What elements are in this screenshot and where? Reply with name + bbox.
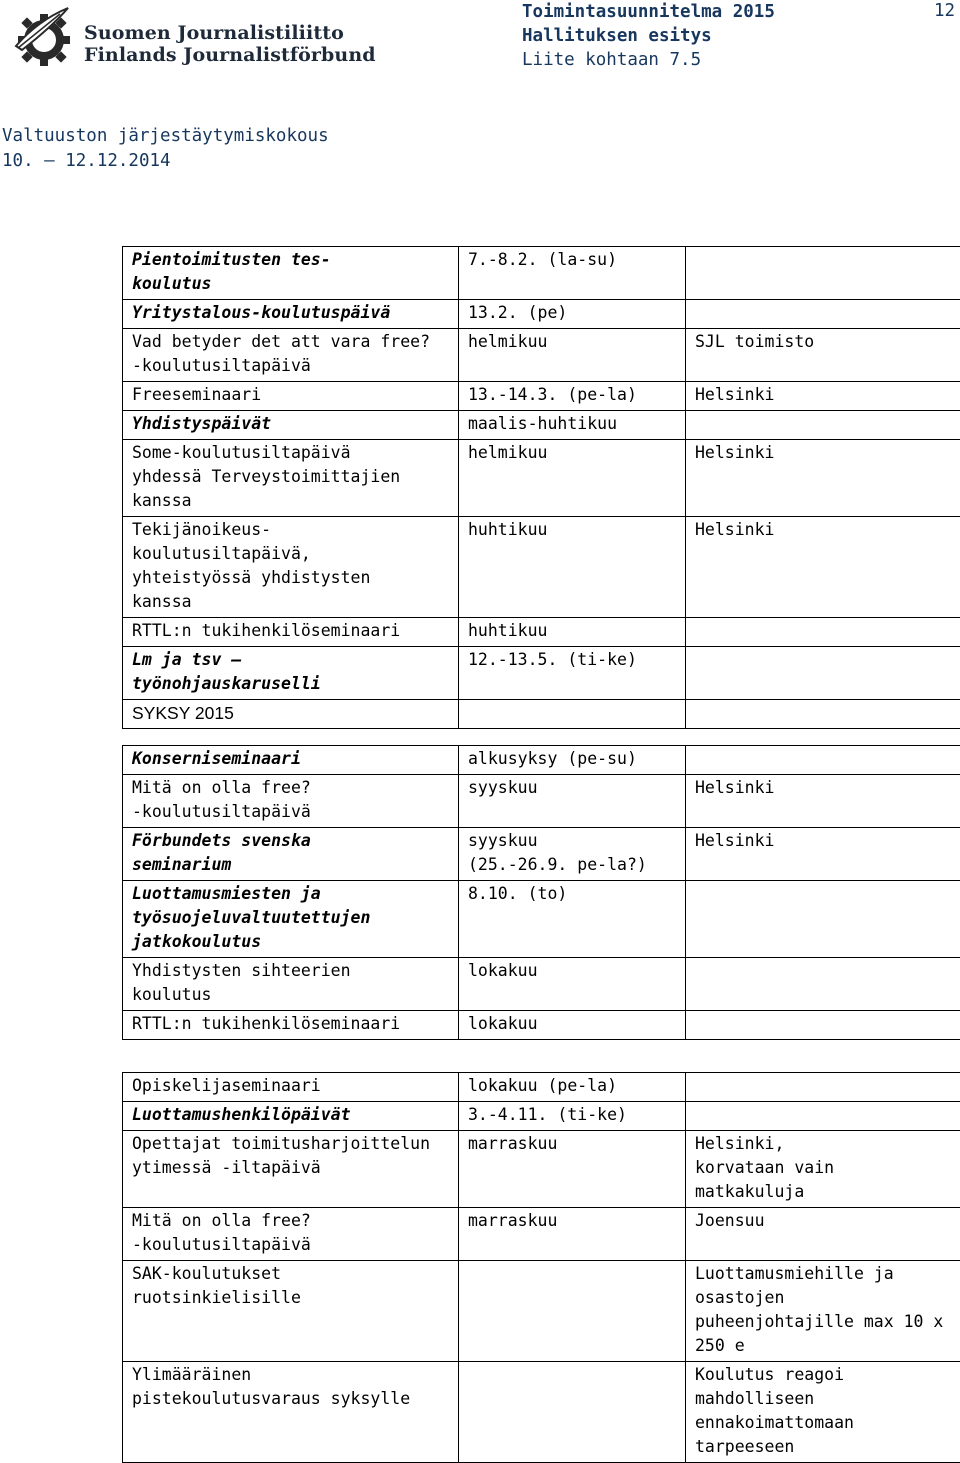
date-text: 13.-14.3. (pe-la)	[468, 383, 677, 407]
place-text: Helsinki,	[695, 1132, 960, 1156]
place-text: puheenjohtajille max 10 x	[695, 1310, 960, 1334]
date-text: (25.-26.9. pe-la?)	[468, 853, 677, 877]
event-cell	[123, 411, 459, 440]
table-row	[123, 1261, 960, 1362]
event-cell	[123, 881, 459, 958]
place-text: ennakoimattomaan	[695, 1411, 960, 1435]
event-cell	[123, 329, 459, 382]
logo-line-swedish: Finlands Journalistförbund	[84, 44, 376, 66]
place-cell	[686, 517, 960, 618]
place-text: Helsinki	[695, 383, 960, 407]
event-text: kanssa	[132, 590, 450, 614]
event-text: Opiskelijaseminaari	[132, 1074, 450, 1098]
date-text: huhtikuu	[468, 619, 677, 643]
date-text: alkusyksy (pe-su)	[468, 747, 677, 771]
journalist-union-logo-icon	[10, 6, 74, 68]
date-cell	[459, 411, 686, 440]
table-row	[123, 700, 960, 729]
date-cell	[459, 247, 686, 300]
date-text: helmikuu	[468, 441, 677, 465]
date-cell	[459, 329, 686, 382]
place-text: tarpeeseen	[695, 1435, 960, 1459]
event-cell	[123, 382, 459, 411]
table-row	[123, 1011, 960, 1040]
table-row	[123, 828, 960, 881]
date-cell	[459, 700, 686, 729]
place-text: matkakuluja	[695, 1180, 960, 1204]
event-text: Some-koulutusiltapäivä	[132, 441, 450, 465]
place-cell	[686, 1131, 960, 1208]
table-row	[123, 1208, 960, 1261]
place-text: Helsinki	[695, 518, 960, 542]
event-cell	[123, 700, 459, 729]
date-text: lokakuu	[468, 959, 677, 983]
event-text: RTTL:n tukihenkilöseminaari	[132, 619, 450, 643]
table-row	[123, 775, 960, 828]
meeting-date: 10. – 12.12.2014	[2, 149, 329, 174]
event-text: Opettajat toimitusharjoittelun	[132, 1132, 450, 1156]
event-text: Lm ja tsv –	[132, 648, 450, 672]
place-cell	[686, 1362, 960, 1463]
event-cell	[123, 828, 459, 881]
document-subtitle: Hallituksen esitys	[522, 24, 942, 48]
event-text: työnohjauskaruselli	[132, 672, 450, 696]
place-cell	[686, 440, 960, 517]
date-text: syyskuu	[468, 776, 677, 800]
event-text: Yritystalous-koulutuspäivä	[132, 301, 450, 325]
place-cell	[686, 329, 960, 382]
event-text: kanssa	[132, 489, 450, 513]
event-cell	[123, 775, 459, 828]
event-text: Förbundets svenska	[132, 829, 450, 853]
event-cell	[123, 517, 459, 618]
place-cell	[686, 411, 960, 440]
date-cell	[459, 828, 686, 881]
place-text: osastojen	[695, 1286, 960, 1310]
event-cell	[123, 618, 459, 647]
table-row	[123, 958, 960, 1011]
date-cell	[459, 382, 686, 411]
date-cell	[459, 1261, 686, 1362]
table-row	[123, 618, 960, 647]
event-text: yhdessä Terveystoimittajien	[132, 465, 450, 489]
event-cell	[123, 1131, 459, 1208]
event-cell	[123, 1261, 459, 1362]
date-cell	[459, 618, 686, 647]
date-text: marraskuu	[468, 1209, 677, 1233]
document-title: Toimintasuunnitelma 2015	[522, 0, 942, 24]
table-row	[123, 411, 960, 440]
event-text: Ylimääräinen	[132, 1363, 450, 1387]
date-cell	[459, 746, 686, 775]
schedule-table-late-autumn	[122, 1072, 960, 1463]
event-cell	[123, 247, 459, 300]
place-cell	[686, 828, 960, 881]
schedule-table-autumn	[122, 745, 960, 1040]
event-cell	[123, 440, 459, 517]
table-row	[123, 881, 960, 958]
date-cell	[459, 300, 686, 329]
place-text: Joensuu	[695, 1209, 960, 1233]
event-cell	[123, 1208, 459, 1261]
place-cell	[686, 247, 960, 300]
place-cell	[686, 1011, 960, 1040]
event-text: Mitä on olla free?	[132, 1209, 450, 1233]
date-cell	[459, 440, 686, 517]
table-row	[123, 247, 960, 300]
place-text: Helsinki	[695, 441, 960, 465]
event-text: Tekijänoikeus-	[132, 518, 450, 542]
event-cell	[123, 958, 459, 1011]
event-text: pistekoulutusvaraus syksylle	[132, 1387, 450, 1411]
table-row	[123, 440, 960, 517]
place-text: SJL toimisto	[695, 330, 960, 354]
date-cell	[459, 647, 686, 700]
date-text: huhtikuu	[468, 518, 677, 542]
table-row	[123, 1362, 960, 1463]
event-text: yhteistyössä yhdistysten	[132, 566, 450, 590]
event-text: koulutus	[132, 983, 450, 1007]
date-cell	[459, 958, 686, 1011]
place-cell	[686, 382, 960, 411]
table-row	[123, 1073, 960, 1102]
logo-wordmark	[84, 22, 376, 66]
table-row	[123, 1131, 960, 1208]
place-cell	[686, 700, 960, 729]
place-cell	[686, 647, 960, 700]
event-text: -koulutusiltapäivä	[132, 354, 450, 378]
logo-line-finnish: Suomen Journalistiliitto	[84, 22, 376, 44]
date-cell	[459, 1011, 686, 1040]
date-cell	[459, 1073, 686, 1102]
event-text: ruotsinkielisille	[132, 1286, 450, 1310]
event-text: koulutusiltapäivä,	[132, 542, 450, 566]
event-text: Konserniseminaari	[132, 747, 450, 771]
place-text: korvataan vain	[695, 1156, 960, 1180]
place-text: Helsinki	[695, 829, 960, 853]
event-text: Luottamushenkilöpäivät	[132, 1103, 450, 1127]
date-text: syyskuu	[468, 829, 677, 853]
event-cell	[123, 647, 459, 700]
event-text: seminarium	[132, 853, 450, 877]
place-cell	[686, 618, 960, 647]
event-cell	[123, 1011, 459, 1040]
schedule-table-spring	[122, 246, 960, 729]
event-cell	[123, 1102, 459, 1131]
date-cell	[459, 1131, 686, 1208]
table-row	[123, 647, 960, 700]
event-text: Yhdistyspäivät	[132, 412, 450, 436]
event-text: Luottamusmiesten ja	[132, 882, 450, 906]
document-header	[522, 0, 942, 72]
place-text: mahdolliseen	[695, 1387, 960, 1411]
event-cell	[123, 300, 459, 329]
event-text: Freeseminaari	[132, 383, 450, 407]
event-cell	[123, 746, 459, 775]
event-text: työsuojeluvaltuutettujen	[132, 906, 450, 930]
place-cell	[686, 300, 960, 329]
event-text: -koulutusiltapäivä	[132, 1233, 450, 1257]
table-row	[123, 517, 960, 618]
event-text: Yhdistysten sihteerien	[132, 959, 450, 983]
page-number: 12	[934, 0, 955, 22]
event-text: jatkokoulutus	[132, 930, 450, 954]
date-cell	[459, 1208, 686, 1261]
table-row	[123, 382, 960, 411]
date-text: 13.2. (pe)	[468, 301, 677, 325]
table-row	[123, 329, 960, 382]
date-cell	[459, 517, 686, 618]
event-text: Mitä on olla free?	[132, 776, 450, 800]
date-text: 8.10. (to)	[468, 882, 677, 906]
event-text: SYKSY 2015	[132, 701, 450, 725]
date-text: lokakuu (pe-la)	[468, 1074, 677, 1098]
organization-logo	[10, 6, 310, 70]
date-text: 12.-13.5. (ti-ke)	[468, 648, 677, 672]
table-row	[123, 746, 960, 775]
date-text: marraskuu	[468, 1132, 677, 1156]
date-text: maalis-huhtikuu	[468, 412, 677, 436]
place-cell	[686, 1261, 960, 1362]
date-cell	[459, 881, 686, 958]
meeting-name: Valtuuston järjestäytymiskokous	[2, 124, 329, 149]
event-text: -koulutusiltapäivä	[132, 800, 450, 824]
place-cell	[686, 881, 960, 958]
place-cell	[686, 1102, 960, 1131]
table-row	[123, 300, 960, 329]
place-text: 250 e	[695, 1334, 960, 1358]
date-text: lokakuu	[468, 1012, 677, 1036]
event-text: ytimessä -iltapäivä	[132, 1156, 450, 1180]
event-cell	[123, 1073, 459, 1102]
place-cell	[686, 775, 960, 828]
event-cell	[123, 1362, 459, 1463]
meeting-info	[2, 124, 329, 174]
place-text: Koulutus reagoi	[695, 1363, 960, 1387]
date-cell	[459, 1362, 686, 1463]
table-row	[123, 1102, 960, 1131]
date-text: helmikuu	[468, 330, 677, 354]
date-text: 3.-4.11. (ti-ke)	[468, 1103, 677, 1127]
date-cell	[459, 775, 686, 828]
place-text: Helsinki	[695, 776, 960, 800]
event-text: Pientoimitusten tes-	[132, 248, 450, 272]
date-text: 7.-8.2. (la-su)	[468, 248, 677, 272]
event-text: RTTL:n tukihenkilöseminaari	[132, 1012, 450, 1036]
event-text: Vad betyder det att vara free?	[132, 330, 450, 354]
event-text: koulutus	[132, 272, 450, 296]
event-text: SAK-koulutukset	[132, 1262, 450, 1286]
place-text: Luottamusmiehille ja	[695, 1262, 960, 1286]
place-cell	[686, 1073, 960, 1102]
date-cell	[459, 1102, 686, 1131]
attachment-reference: Liite kohtaan 7.5	[522, 48, 942, 72]
place-cell	[686, 958, 960, 1011]
place-cell	[686, 746, 960, 775]
place-cell	[686, 1208, 960, 1261]
